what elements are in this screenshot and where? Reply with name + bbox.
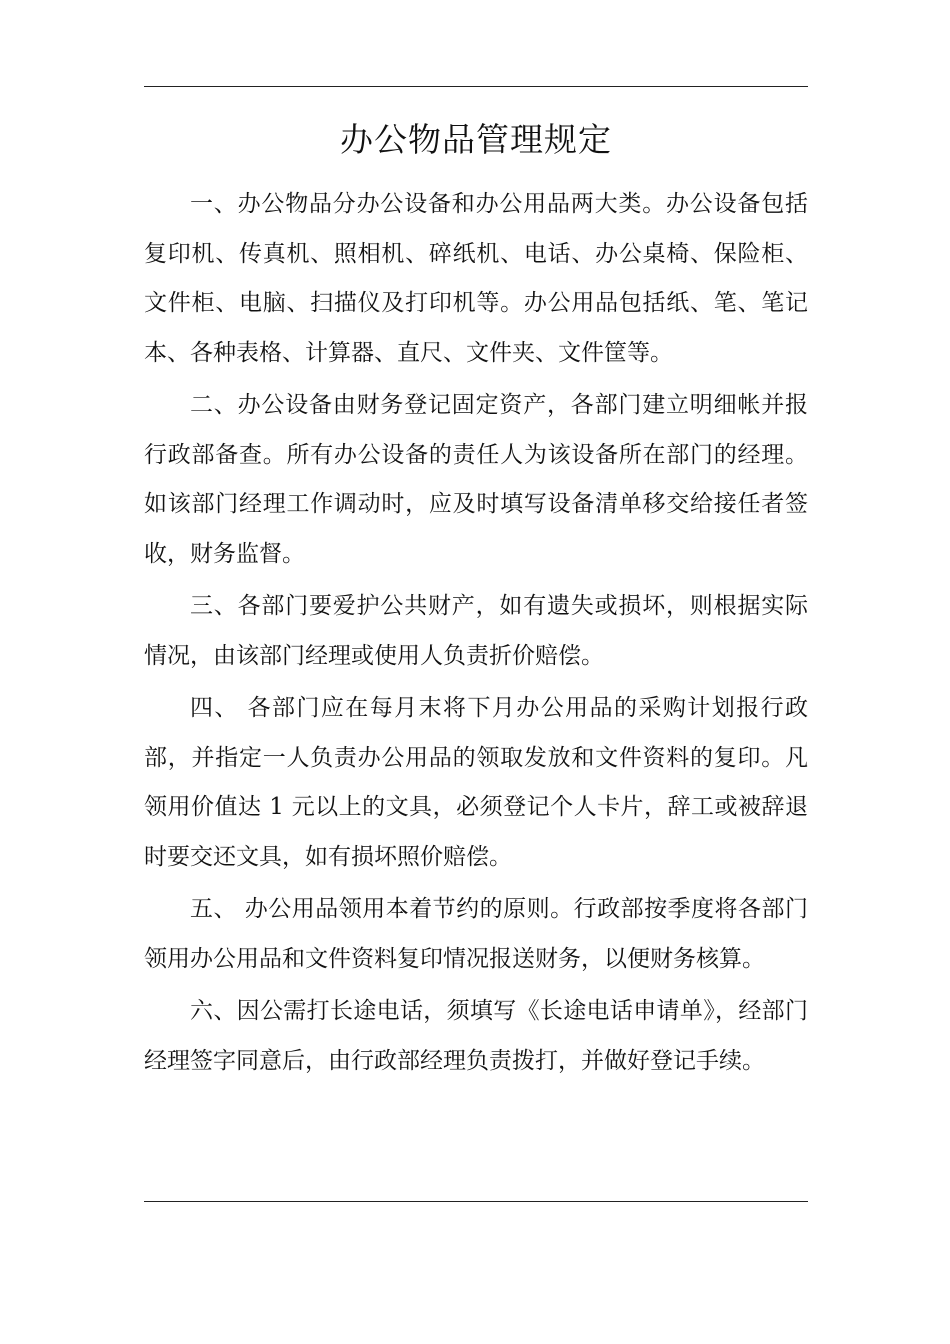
footer-rule (144, 1201, 808, 1202)
paragraph-3: 三、各部门要爱护公共财产，如有遗失或损坏，则根据实际情况，由该部门经理或使用人负责折价赔偿。 (144, 593, 808, 669)
paragraph-1: 一、办公物品分办公设备和办公用品两大类。办公设备包括复印机、传真机、照相机、碎纸机、电话、办公桌椅、保险柜、文件柜、电脑、扫描仪及打印机等。办公用品包括纸、笔、笔记本、各种表格、计算器、直尺、文件夹、文件筐等。 (144, 191, 808, 366)
paragraph-2: 二、办公设备由财务登记固定资产，各部门建立明细帐并报行政部备查。所有办公设备的责任人为该设备所在部门的经理。如该部门经理工作调动时，应及时填写设备清单移交给接任者签收，财务监督。 (144, 392, 808, 567)
paragraph-6: 六、因公需打长途电话，须填写《长途电话申请单》，经部门经理签字同意后，由行政部经理负责拨打，并做好登记手续。 (144, 998, 808, 1074)
paragraph-5: 五、 办公用品领用本着节约的原则。行政部按季度将各部门领用办公用品和文件资料复印情况报送财务，以便财务核算。 (144, 896, 808, 972)
header-rule (144, 86, 808, 87)
document-body (144, 180, 808, 1089)
document-title: 办公物品管理规定 (340, 120, 612, 159)
paragraph-4: 四、 各部门应在每月末将下月办公用品的采购计划报行政部，并指定一人负责办公用品的领取发放和文件资料的复印。凡领用价值达 1 元以上的文具，必须登记个人卡片，辞工或被辞退时要交还文具，如有损坏照价赔偿。 (144, 695, 808, 870)
